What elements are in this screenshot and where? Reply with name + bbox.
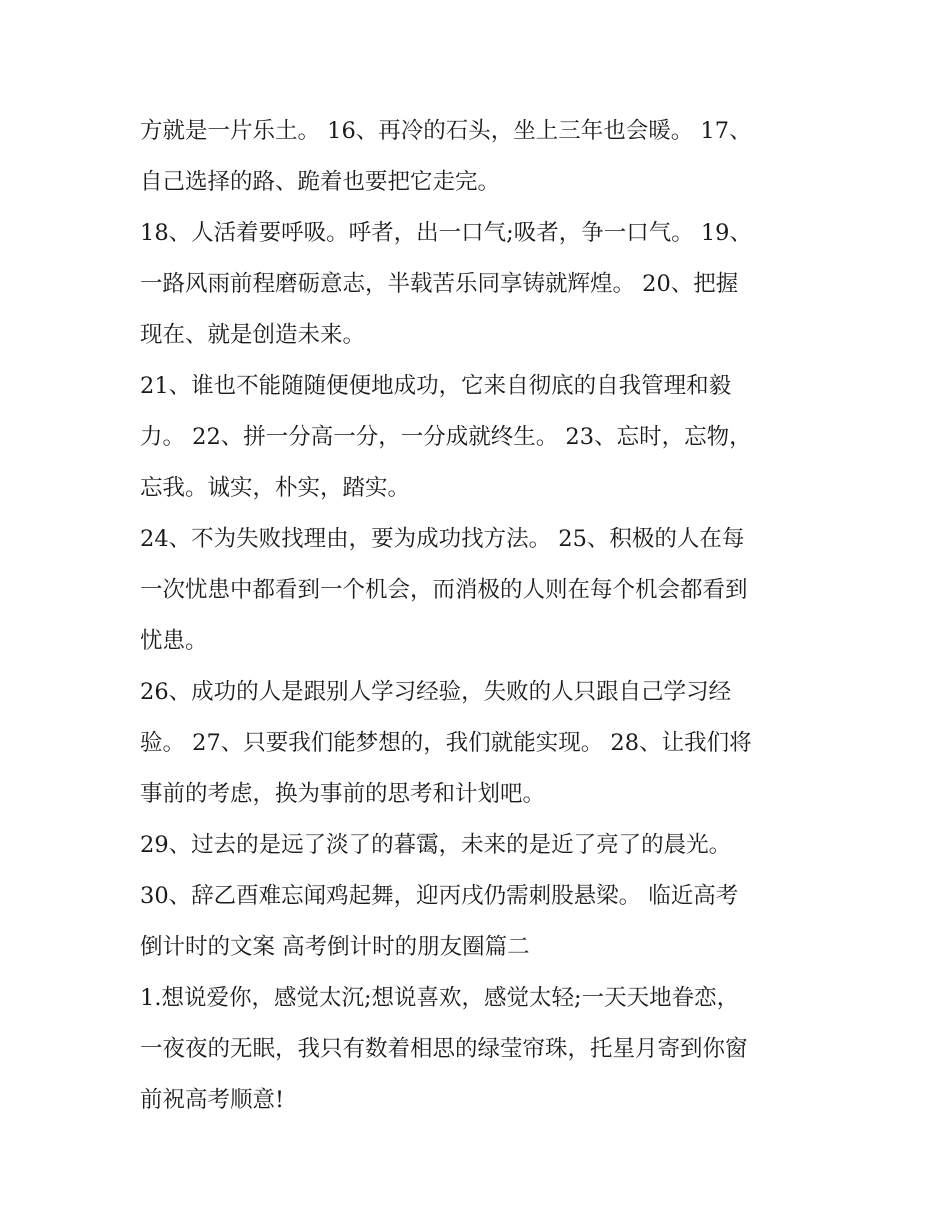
- text-line: 自己选择的路、跪着也要把它走完。: [140, 169, 501, 195]
- text-line: 29、过去的是远了淡了的暮霭，未来的是近了亮了的晨光。: [140, 832, 732, 858]
- text-line: 验。 27、只要我们能梦想的，我们就能实现。 28、让我们将: [140, 730, 752, 756]
- document-body: [140, 106, 820, 1126]
- text-line: 24、不为失败找理由，要为成功找方法。 25、积极的人在每: [140, 526, 745, 552]
- text-line: 一次忧患中都看到一个机会，而消极的人则在每个机会都看到: [140, 577, 748, 603]
- text-line: 30、辞乙酉难忘闻鸡起舞，迎丙戌仍需刺股悬梁。 临近高考: [140, 883, 739, 909]
- text-line: 事前的考虑，换为事前的思考和计划吧。: [140, 781, 546, 807]
- text-line: 倒计时的文案 高考倒计时的朋友圈篇二: [140, 934, 530, 960]
- text-line: 一路风雨前程磨砺意志，半载苦乐同享铸就辉煌。 20、把握: [140, 271, 739, 297]
- text-line: 前祝高考顺意!: [140, 1087, 285, 1113]
- text-line: 忘我。诚实，朴实，踏实。: [140, 475, 411, 501]
- text-line: 1.想说爱你，感觉太沉;想说喜欢，感觉太轻;一天天地眷恋，: [140, 985, 740, 1011]
- text-line: 21、谁也不能随随便便地成功，它来自彻底的自我管理和毅: [140, 373, 732, 399]
- text-line: 忧患。: [140, 628, 208, 654]
- text-line: 力。 22、拼一分高一分，一分成就终生。 23、忘时，忘物，: [140, 424, 752, 450]
- text-line: 一夜夜的无眠，我只有数着相思的绿莹帘珠，托星月寄到你窗: [140, 1036, 748, 1062]
- text-line: 18、人活着要呼吸。呼者，出一口气;吸者，争一口气。 19、: [140, 220, 752, 246]
- text-line: 26、成功的人是跟别人学习经验，失败的人只跟自己学习经: [140, 679, 732, 705]
- text-line: 方就是一片乐土。 16、再冷的石头，坐上三年也会暖。 17、: [140, 118, 752, 144]
- text-line: 现在、就是创造未来。: [140, 322, 366, 348]
